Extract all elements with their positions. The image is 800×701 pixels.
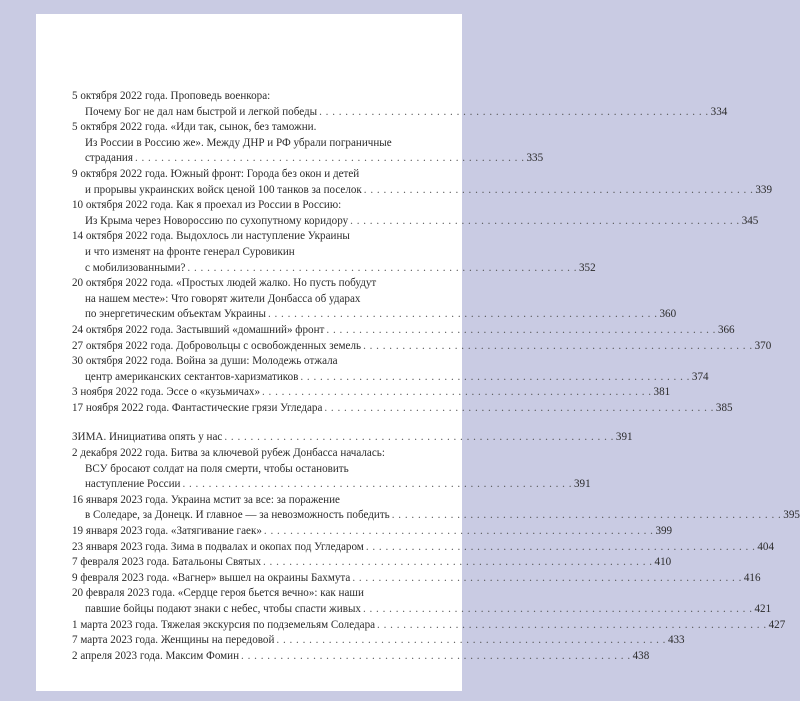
page-number: 395	[783, 509, 800, 522]
toc-entry	[72, 385, 671, 401]
toc-entry	[72, 167, 428, 183]
toc-entry-title: 2 декабря 2022 года. Битва за ключевой рубеж Донбасса началась:	[72, 447, 385, 460]
dot-leader	[262, 385, 652, 401]
toc-entry	[72, 555, 672, 571]
dot-leader	[241, 649, 631, 665]
toc-entry	[72, 508, 800, 524]
toc-entry	[72, 649, 650, 665]
dot-leader	[324, 401, 714, 417]
dot-leader	[319, 105, 709, 121]
page-number: 370	[754, 339, 772, 352]
toc-entry	[72, 493, 428, 509]
toc-entry	[72, 446, 428, 462]
page-number: 391	[574, 478, 591, 491]
toc-entry-title: 9 февраля 2023 года. «Вагнер» вышел на окраины Бахмута	[72, 571, 351, 584]
toc-entry	[72, 229, 428, 245]
toc-entry-title: наступление России	[85, 478, 181, 491]
toc-entry-title: 27 октября 2022 года. Добровольцы с освобожденных земель	[72, 339, 362, 352]
page-number: 399	[655, 525, 673, 538]
toc-entry	[72, 151, 544, 167]
toc-entry-title: в Соледаре, за Донецк. И главное — за невозможность победить	[85, 509, 390, 522]
page-number: 410	[654, 556, 672, 569]
page-number: 438	[632, 649, 650, 662]
page-number: 339	[755, 183, 772, 196]
toc-entry-title: 2 апреля 2023 года. Максим Фомин	[72, 649, 240, 662]
toc-entry-title: по энергетическим объектам Украины	[85, 308, 266, 321]
dot-leader	[187, 261, 577, 277]
dot-leader	[135, 151, 525, 167]
dot-leader	[326, 323, 716, 339]
dot-leader	[264, 524, 654, 540]
toc-entry	[72, 339, 772, 355]
toc-entry-title: с мобилизованными?	[85, 261, 186, 274]
page-number: 334	[710, 105, 728, 118]
page-number: 433	[667, 634, 685, 647]
toc-entry	[72, 198, 428, 214]
dot-leader	[366, 540, 756, 556]
toc-entry-title: Почему Бог не дал нам быстрой и легкой победы	[85, 105, 318, 118]
toc-entry	[72, 633, 685, 649]
toc-entry-title: 5 октября 2022 года. Проповедь военкора:	[72, 90, 271, 102]
toc-entry-title: 24 октября 2022 года. Застывший «домашний» фронт	[72, 323, 325, 336]
toc-entry	[72, 214, 759, 230]
toc-entry	[72, 245, 428, 261]
toc-entry	[72, 120, 428, 136]
dot-leader	[350, 214, 740, 230]
toc-entry	[72, 292, 428, 308]
toc-entry	[72, 370, 709, 386]
toc-entry-title: 1 марта 2023 года. Тяжелая экскурсия по подземельям Соледара	[72, 618, 376, 631]
toc-entry	[72, 89, 428, 105]
toc-entry-title: 16 января 2023 года. Украина мстит за все: за поражение	[72, 493, 340, 506]
toc-entry-title: 7 февраля 2023 года. Батальоны Святых	[72, 556, 261, 569]
toc-entry-title: Из России в Россию же». Между ДНР и РФ убрали пограничные	[85, 136, 392, 149]
toc-entry	[72, 354, 428, 370]
toc-entry	[72, 307, 677, 323]
toc-entry-title: Из Крыма через Новороссию по сухопутному коридору	[85, 214, 349, 227]
toc-entry-title: 19 января 2023 года. «Затягивание гаек»	[72, 525, 262, 538]
toc-entry-title: 30 октября 2022 года. Война за души: Молодежь отжала	[72, 355, 338, 368]
page-number: 427	[768, 618, 786, 631]
dot-leader	[363, 602, 753, 618]
toc-entry	[72, 276, 428, 292]
page-number: 366	[717, 323, 735, 336]
page-number: 381	[653, 386, 671, 399]
toc-entry	[72, 586, 428, 602]
dot-leader	[364, 183, 754, 199]
dot-leader	[276, 633, 666, 649]
toc-entry-title: на нашем месте»: Что говорят жители Донбасса об ударах	[85, 292, 361, 305]
dot-leader	[300, 370, 690, 386]
toc-entry-title: 9 октября 2022 года. Южный фронт: Города без окон и детей	[72, 167, 360, 180]
toc-entry-title: ВСУ бросают солдат на поля смерти, чтобы остановить	[85, 462, 349, 475]
page-number: 421	[754, 603, 772, 615]
toc-entry-title: страдания	[85, 152, 133, 165]
page-number: 374	[691, 370, 709, 383]
toc-entry-title: 7 марта 2023 года. Женщины на передовой	[72, 634, 275, 647]
toc-entry-title: 14 октября 2022 года. Выдохлось ли наступление Украины	[72, 230, 350, 243]
table-of-contents	[72, 89, 800, 664]
dot-leader	[392, 508, 782, 524]
dot-leader	[182, 477, 572, 493]
toc-entry	[72, 136, 428, 152]
toc-entry-title: 20 октября 2022 года. «Простых людей жалко. Но пусть побудут	[72, 277, 377, 290]
toc-entry	[72, 540, 775, 556]
toc-entry	[72, 261, 596, 277]
toc-entry-title: 3 ноября 2022 года. Эссе о «кузьмичах»	[72, 386, 260, 399]
toc-entry	[72, 571, 761, 587]
toc-entry	[72, 618, 786, 634]
page-number: 391	[615, 431, 633, 444]
toc-entry-title: центр американских сектантов-харизматиков	[85, 370, 299, 383]
toc-entry-title: и прорывы украинских войск ценой 100 танков за поселок	[85, 183, 362, 196]
page-number: 385	[715, 401, 733, 414]
toc-entry	[72, 105, 728, 121]
toc-entry	[72, 602, 772, 618]
dot-leader	[363, 339, 753, 355]
book-page	[36, 14, 800, 691]
toc-entry	[72, 477, 591, 493]
section-gap	[72, 416, 428, 430]
page-number: 416	[743, 571, 761, 584]
dot-leader	[263, 555, 653, 571]
toc-entry	[72, 524, 673, 540]
toc-entry-title: и что изменят на фронте генерал Суровикин	[85, 245, 295, 258]
page-number: 360	[659, 308, 677, 321]
page-number: 404	[757, 540, 775, 553]
dot-leader	[352, 571, 742, 587]
page-number: 335	[526, 152, 544, 165]
toc-entry	[72, 323, 735, 339]
toc-entry-title: ЗИМА. Инициатива опять у нас	[72, 431, 223, 444]
toc-entry	[72, 401, 733, 417]
toc-entry-title: павшие бойцы подают знаки с небес, чтобы спасти живых	[85, 603, 361, 615]
toc-entry-title: 10 октября 2022 года. Как я проехал из России в Россию:	[72, 199, 342, 212]
page-number: 345	[741, 214, 759, 227]
toc-entry	[72, 462, 428, 478]
toc-entry	[72, 430, 633, 446]
page-number: 352	[578, 261, 596, 274]
toc-entry	[72, 183, 772, 199]
toc-entry-title: 5 октября 2022 года. «Иди так, сынок, без таможни.	[72, 121, 317, 134]
toc-entry-title: 20 февраля 2023 года. «Сердце героя бьется вечно»: как наши	[72, 587, 364, 600]
dot-leader	[377, 618, 767, 634]
toc-entry-title: 17 ноября 2022 года. Фантастические грязи Угледара	[72, 401, 323, 414]
dot-leader	[268, 307, 658, 323]
toc-entry-title: 23 января 2023 года. Зима в подвалах и окопах под Угледаром	[72, 540, 364, 553]
dot-leader	[224, 430, 614, 446]
